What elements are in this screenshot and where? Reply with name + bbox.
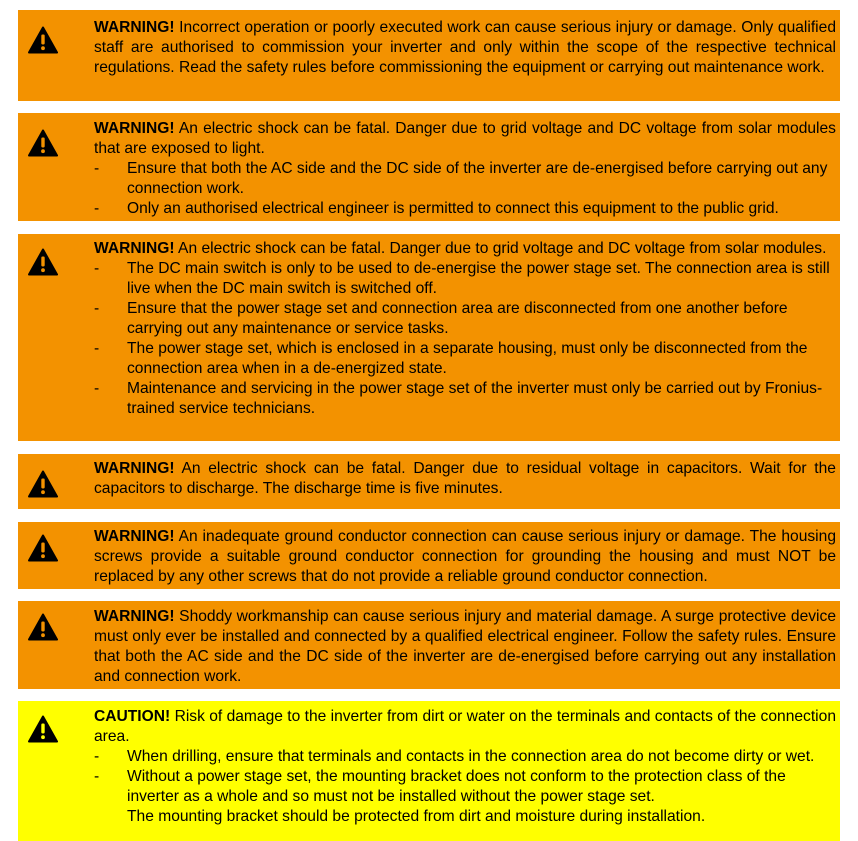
notice-lead: WARNING! <box>94 528 175 545</box>
warning-box <box>18 522 840 589</box>
bullet-dash: - <box>94 260 100 277</box>
notice-text: An electric shock can be fatal. Danger due to grid voltage and DC voltage from solar modules that are exposed to light. <box>94 120 836 157</box>
bullet-text: Only an authorised electrical engineer is permitted to connect this equipment to the public grid. <box>127 200 779 217</box>
list-item <box>94 747 836 767</box>
notice-text: Shoddy workmanship can cause serious injury and material damage. A surge protective device must only ever be installed and connected by a qualified electrical engineer. Follow the safety rules. Ensure that both the AC side and the DC side of the inverter are de-energised before carrying out any installation and connection work. <box>94 608 836 685</box>
bullet-text: Ensure that both the AC side and the DC side of the inverter are de-energised before carrying out any connection work. <box>127 160 828 197</box>
warning-triangle-icon <box>28 715 58 743</box>
bullet-text: The DC main switch is only to be used to de-energise the power stage set. The connection area is still live when the DC main switch is switched off. <box>127 260 830 297</box>
list-item <box>94 807 836 827</box>
bullet-dash: - <box>94 748 100 765</box>
warning-box <box>18 601 840 689</box>
list-item <box>94 259 836 299</box>
notice-text: Incorrect operation or poorly executed work can cause serious injury or damage. Only qualified staff are authorised to commission your inverter and only within the scope of the respective technical regulations. Read the safety rules before commissioning the equipment or carrying out maintenance work. <box>94 19 836 76</box>
notice-lead: WARNING! <box>94 120 175 137</box>
bullet-text: Ensure that the power stage set and connection area are disconnected from one another before carrying out any maintenance or service tasks. <box>127 300 788 337</box>
notice-body <box>94 119 836 219</box>
notice-text: An electric shock can be fatal. Danger due to grid voltage and DC voltage from solar modules. <box>178 240 827 257</box>
notice-lead: WARNING! <box>94 460 175 477</box>
warning-box <box>18 454 840 509</box>
notice-body <box>94 607 836 687</box>
list-item <box>94 299 836 339</box>
notice-body <box>94 707 836 827</box>
bullet-dash: - <box>94 340 100 357</box>
list-item <box>94 199 836 219</box>
bullet-text: When drilling, ensure that terminals and contacts in the connection area do not become dirty or wet. <box>127 748 815 765</box>
warning-triangle-icon <box>28 534 58 562</box>
warning-triangle-icon <box>28 129 58 157</box>
notice-text: Risk of damage to the inverter from dirt or water on the terminals and contacts of the connection area. <box>94 708 836 745</box>
bullet-text: The power stage set, which is enclosed in a separate housing, must only be disconnected from the connection area when in a de-energized state. <box>127 340 808 377</box>
bullet-dash: - <box>94 200 100 217</box>
bullet-list <box>94 747 836 827</box>
bullet-dash: - <box>94 160 100 177</box>
notice-text: An inadequate ground conductor connection can cause serious injury or damage. The housing screws provide a suitable ground conductor connection for grounding the housing and must NOT be replaced by any other screws that do not provide a reliable ground conductor connection. <box>94 528 836 585</box>
list-item <box>94 159 836 199</box>
notice-lead: WARNING! <box>94 608 175 625</box>
bullet-text: Without a power stage set, the mounting bracket does not conform to the protection class of the inverter as a whole and so must not be installed without the power stage set. <box>127 768 786 805</box>
warning-box <box>18 10 840 101</box>
warning-box <box>18 113 840 221</box>
notice-body <box>94 239 836 419</box>
notice-lead: WARNING! <box>94 19 175 36</box>
warning-triangle-icon <box>28 613 58 641</box>
list-item <box>94 767 836 807</box>
notice-body <box>94 18 836 78</box>
bullet-list <box>94 159 836 219</box>
bullet-dash: - <box>94 380 100 397</box>
bullet-text: The mounting bracket should be protected from dirt and moisture during installation. <box>127 808 706 825</box>
warning-box <box>18 234 840 441</box>
notice-lead: CAUTION! <box>94 708 171 725</box>
notice-lead: WARNING! <box>94 240 175 257</box>
bullet-dash: - <box>94 768 100 785</box>
caution-box <box>18 701 840 841</box>
warning-triangle-icon <box>28 248 58 276</box>
notice-text: An electric shock can be fatal. Danger due to residual voltage in capacitors. Wait for the capacitors to discharge. The discharge time is five minutes. <box>94 460 836 497</box>
bullet-text: Maintenance and servicing in the power stage set of the inverter must only be carried out by Fronius-trained service technicians. <box>127 380 823 417</box>
bullet-dash: - <box>94 300 100 317</box>
list-item <box>94 379 836 419</box>
notice-body <box>94 527 836 587</box>
bullet-list <box>94 259 836 419</box>
warning-triangle-icon <box>28 470 58 498</box>
list-item <box>94 339 836 379</box>
warning-triangle-icon <box>28 26 58 54</box>
notice-body <box>94 459 836 499</box>
